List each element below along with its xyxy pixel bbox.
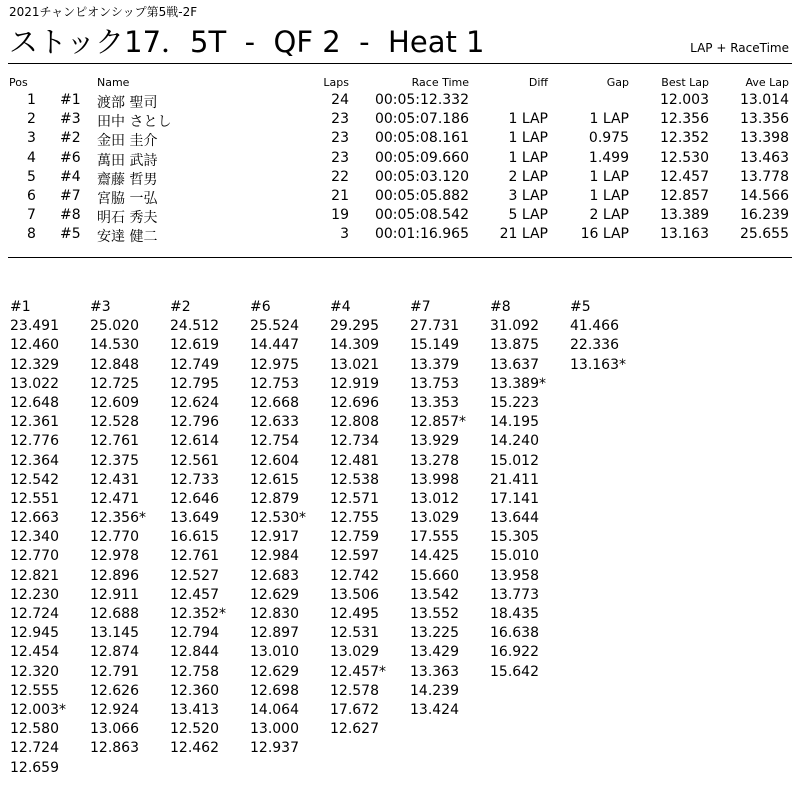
result-row [0, 226, 800, 244]
result-race-time: 00:05:08.161 [374, 130, 469, 147]
lap-time: 13.637 [490, 356, 539, 373]
lap-time: 23.491 [10, 318, 59, 335]
lap-time: 14.530 [90, 337, 139, 354]
lap-time: 12.555 [10, 682, 59, 699]
result-ave-lap: 16.239 [740, 207, 789, 224]
lap-time: 13.413 [170, 701, 219, 718]
lap-time: 13.389* [490, 375, 546, 392]
result-best-lap: 12.003 [660, 92, 709, 108]
lap-time: 12.648 [10, 394, 59, 411]
lap-time: 12.759 [330, 529, 379, 546]
lap-time: 27.731 [410, 318, 459, 335]
result-pos: 5 [27, 168, 36, 185]
lap-time: 12.542 [10, 471, 59, 488]
lap-time: 12.614 [170, 433, 219, 450]
lap-time: 14.447 [250, 337, 299, 354]
lap-time: 12.457 [170, 586, 219, 603]
result-name: 萬田 武詩 [97, 152, 158, 169]
lap-time: 12.975 [250, 356, 299, 373]
lap-time: 12.848 [90, 356, 139, 373]
lap-time: 14.309 [330, 337, 379, 354]
result-row [0, 130, 800, 148]
lap-time: 12.698 [250, 682, 299, 699]
result-car: #6 [60, 149, 81, 166]
col-header-name: Name [97, 76, 130, 89]
lap-time: 21.411 [490, 471, 539, 488]
result-gap: 16 LAP [580, 226, 629, 243]
lap-time: 12.911 [90, 586, 139, 603]
result-pos: 8 [27, 226, 36, 243]
lap-time: 12.919 [330, 375, 379, 392]
result-diff: 5 LAP [508, 207, 548, 224]
lap-time: 12.597 [330, 548, 379, 565]
lap-time: 12.431 [90, 471, 139, 488]
result-car: #5 [60, 226, 81, 243]
lap-time: 12.531 [330, 625, 379, 642]
lap-time: 14.240 [490, 433, 539, 450]
result-diff: 1 LAP [508, 111, 548, 128]
lap-time: 12.984 [250, 548, 299, 565]
lap-time: 13.163* [570, 356, 626, 373]
lap-time: 12.758 [170, 663, 219, 680]
lap-time: 12.863 [90, 740, 139, 757]
lap-time: 13.958 [490, 567, 539, 584]
lap-time: 12.230 [10, 586, 59, 603]
lap-time: 18.435 [490, 606, 539, 622]
result-gap: 1 LAP [589, 111, 629, 128]
result-car: #1 [60, 92, 81, 108]
lap-time: 12.753 [250, 375, 299, 392]
lap-time: 13.753 [410, 375, 459, 392]
lap-time: 12.754 [250, 433, 299, 450]
lap-time: 12.375 [90, 452, 139, 469]
lap-time: 12.627 [330, 721, 379, 738]
lap-time: 12.761 [90, 433, 139, 450]
lap-time: 12.646 [170, 490, 219, 507]
lap-time: 31.092 [490, 318, 539, 335]
lap-time: 13.649 [170, 510, 219, 527]
lap-time: 12.725 [90, 375, 139, 392]
lap-time: 12.791 [90, 663, 139, 680]
lap-time: 13.353 [410, 394, 459, 411]
lap-time: 12.619 [170, 337, 219, 354]
result-gap: 1 LAP [589, 188, 629, 204]
result-name: 宮脇 一弘 [97, 191, 158, 207]
lap-time: 12.794 [170, 625, 219, 642]
lap-time: 12.978 [90, 548, 139, 565]
lap-time: 12.003* [10, 701, 66, 718]
lap-time: 15.642 [490, 663, 539, 680]
result-best-lap: 12.352 [660, 130, 709, 147]
result-diff: 2 LAP [508, 168, 548, 185]
lap-time: 12.734 [330, 433, 379, 450]
lap-time: 17.141 [490, 490, 539, 507]
lap-time: 12.830 [250, 606, 299, 622]
lap-time: 12.896 [90, 567, 139, 584]
lap-time: 13.022 [10, 375, 59, 392]
lap-column [10, 298, 90, 778]
result-ave-lap: 14.566 [740, 188, 789, 204]
result-best-lap: 12.457 [660, 168, 709, 185]
lap-time: 12.454 [10, 644, 59, 661]
result-gap: 1 LAP [589, 168, 629, 185]
result-pos: 4 [27, 149, 36, 166]
result-race-time: 00:05:07.186 [374, 111, 469, 128]
result-row [0, 150, 800, 168]
lap-time: 13.000 [250, 721, 299, 738]
lap-time: 12.663 [10, 510, 59, 527]
result-gap: 2 LAP [589, 207, 629, 224]
lap-time: 24.512 [170, 318, 219, 335]
lap-time: 12.604 [250, 452, 299, 469]
lap-time: 12.580 [10, 721, 59, 738]
lap-time: 41.466 [570, 318, 619, 335]
col-header-diff: Diff [528, 76, 548, 89]
lap-column [250, 298, 330, 759]
col-header-race-time: Race Time [411, 76, 469, 89]
result-laps: 23 [331, 149, 349, 166]
lap-time: 12.924 [90, 701, 139, 718]
lap-time: 12.520 [170, 721, 219, 738]
result-pos: 2 [27, 111, 36, 128]
lap-time: 12.527 [170, 567, 219, 584]
lap-time: 12.471 [90, 490, 139, 507]
lap-time: 12.538 [330, 471, 379, 488]
lap-time: 12.795 [170, 375, 219, 392]
result-race-time: 00:05:03.120 [374, 168, 469, 185]
lap-time: 15.012 [490, 452, 539, 469]
result-best-lap: 12.356 [660, 111, 709, 128]
result-car: #8 [60, 207, 81, 224]
page-title: ストック17．5T - QF 2 - Heat 1 [9, 25, 485, 59]
section-divider [8, 257, 792, 258]
lap-time: 12.609 [90, 394, 139, 411]
result-race-time: 00:05:09.660 [374, 149, 469, 166]
lap-column [410, 298, 490, 720]
lap-time: 14.239 [410, 682, 459, 699]
result-name: 金田 圭介 [97, 133, 158, 150]
lap-time: 12.857* [410, 414, 466, 431]
result-best-lap: 13.389 [660, 207, 709, 224]
result-laps: 3 [340, 226, 349, 243]
lap-time: 17.672 [330, 701, 379, 718]
lap-time: 12.821 [10, 567, 59, 584]
lap-column-car: #2 [170, 299, 191, 315]
lap-column [330, 298, 410, 739]
lap-time: 15.010 [490, 548, 539, 565]
lap-column [90, 298, 170, 759]
lap-time: 13.029 [410, 510, 459, 527]
lap-time: 22.336 [570, 337, 619, 354]
result-race-time: 00:05:08.542 [374, 207, 469, 224]
lap-time: 12.356* [90, 510, 146, 527]
lap-time: 13.644 [490, 510, 539, 527]
lap-time: 13.363 [410, 663, 459, 680]
result-row [0, 169, 800, 187]
lap-time: 12.688 [90, 606, 139, 622]
result-race-time: 00:05:05.882 [374, 188, 469, 204]
lap-time: 12.776 [10, 433, 59, 450]
result-laps: 23 [331, 111, 349, 128]
result-row [0, 92, 800, 110]
result-race-time: 00:01:16.965 [374, 226, 469, 243]
lap-time: 12.460 [10, 337, 59, 354]
lap-time: 12.808 [330, 414, 379, 431]
lap-time: 12.755 [330, 510, 379, 527]
lap-time: 12.917 [250, 529, 299, 546]
lap-time: 12.624 [170, 394, 219, 411]
lap-time: 12.937 [250, 740, 299, 757]
result-best-lap: 12.530 [660, 149, 709, 166]
col-header-pos: Pos [9, 76, 28, 89]
result-name: 齋藤 哲男 [97, 171, 158, 188]
lap-time: 13.998 [410, 471, 459, 488]
lap-column [490, 298, 570, 682]
lap-time: 13.145 [90, 625, 139, 642]
result-diff: 21 LAP [499, 226, 548, 243]
result-pos: 6 [27, 188, 36, 204]
lap-time: 12.683 [250, 567, 299, 584]
lap-time: 12.615 [250, 471, 299, 488]
lap-column-car: #7 [410, 299, 431, 315]
result-row [0, 188, 800, 206]
lap-time: 12.329 [10, 356, 59, 373]
result-ave-lap: 13.778 [740, 168, 789, 185]
lap-time: 12.724 [10, 606, 59, 622]
result-ave-lap: 13.014 [740, 92, 789, 108]
lap-column [170, 298, 250, 759]
lap-time: 12.733 [170, 471, 219, 488]
lap-time: 12.897 [250, 625, 299, 642]
lap-time: 12.749 [170, 356, 219, 373]
lap-time: 12.528 [90, 414, 139, 431]
lap-time: 13.773 [490, 586, 539, 603]
lap-time: 13.875 [490, 337, 539, 354]
report-type-label: LAP + RaceTime [690, 41, 789, 55]
lap-column [570, 298, 650, 375]
lap-time: 12.457* [330, 663, 386, 680]
lap-time: 13.542 [410, 586, 459, 603]
lap-time: 12.629 [250, 663, 299, 680]
col-header-ave-lap: Ave Lap [745, 76, 789, 89]
lap-time: 15.149 [410, 337, 459, 354]
lap-time: 13.225 [410, 625, 459, 642]
lap-time: 16.615 [170, 529, 219, 546]
col-header-gap: Gap [606, 76, 629, 89]
lap-time: 13.029 [330, 644, 379, 661]
lap-time: 12.626 [90, 682, 139, 699]
result-name: 田中 さとし [97, 114, 172, 131]
lap-column-car: #6 [250, 299, 271, 315]
lap-time: 25.524 [250, 318, 299, 335]
result-row [0, 207, 800, 225]
result-laps: 24 [331, 92, 349, 108]
lap-time: 14.195 [490, 414, 539, 431]
lap-time: 12.742 [330, 567, 379, 584]
lap-time: 14.425 [410, 548, 459, 565]
result-name: 渡部 聖司 [97, 95, 158, 111]
lap-time: 12.724 [10, 740, 59, 757]
lap-time: 12.320 [10, 663, 59, 680]
lap-time: 12.340 [10, 529, 59, 546]
lap-time: 12.571 [330, 490, 379, 507]
lap-time: 12.770 [90, 529, 139, 546]
lap-time: 12.668 [250, 394, 299, 411]
lap-time: 12.770 [10, 548, 59, 565]
lap-time: 12.364 [10, 452, 59, 469]
lap-time: 29.295 [330, 318, 379, 335]
lap-column-car: #1 [10, 299, 31, 315]
lap-time: 25.020 [90, 318, 139, 335]
lap-time: 12.530* [250, 510, 306, 527]
lap-time: 12.633 [250, 414, 299, 431]
result-car: #2 [60, 130, 81, 147]
lap-time: 12.578 [330, 682, 379, 699]
lap-time: 13.010 [250, 644, 299, 661]
lap-time: 15.660 [410, 567, 459, 584]
lap-time: 12.551 [10, 490, 59, 507]
result-car: #4 [60, 168, 81, 185]
col-header-laps: Laps [323, 76, 349, 89]
result-laps: 22 [331, 168, 349, 185]
lap-column-car: #8 [490, 299, 511, 315]
lap-time: 16.922 [490, 644, 539, 661]
result-pos: 1 [27, 92, 36, 108]
result-laps: 19 [331, 207, 349, 224]
lap-time: 17.555 [410, 529, 459, 546]
result-best-lap: 13.163 [660, 226, 709, 243]
lap-time: 13.552 [410, 606, 459, 622]
result-ave-lap: 13.398 [740, 130, 789, 147]
lap-time: 15.305 [490, 529, 539, 546]
lap-time: 13.066 [90, 721, 139, 738]
lap-time: 16.638 [490, 625, 539, 642]
lap-time: 13.424 [410, 701, 459, 718]
result-pos: 7 [27, 207, 36, 224]
result-diff: 1 LAP [508, 149, 548, 166]
lap-time: 12.629 [250, 586, 299, 603]
lap-time: 15.223 [490, 394, 539, 411]
lap-time: 12.481 [330, 452, 379, 469]
result-gap: 0.975 [588, 130, 629, 147]
result-ave-lap: 13.463 [740, 149, 789, 166]
result-ave-lap: 13.356 [740, 111, 789, 128]
lap-time: 13.012 [410, 490, 459, 507]
lap-time: 13.379 [410, 356, 459, 373]
result-laps: 21 [331, 188, 349, 204]
header-divider [8, 63, 792, 64]
result-diff: 1 LAP [508, 130, 548, 147]
lap-time: 12.879 [250, 490, 299, 507]
lap-time: 12.361 [10, 414, 59, 431]
lap-time: 12.874 [90, 644, 139, 661]
lap-time: 12.696 [330, 394, 379, 411]
result-best-lap: 12.857 [660, 188, 709, 204]
lap-time: 12.561 [170, 452, 219, 469]
lap-column-car: #5 [570, 299, 591, 315]
lap-time: 12.659 [10, 759, 59, 776]
result-race-time: 00:05:12.332 [374, 92, 469, 108]
lap-time: 13.429 [410, 644, 459, 661]
lap-time: 14.064 [250, 701, 299, 718]
result-diff: 3 LAP [508, 188, 548, 204]
lap-time: 13.021 [330, 356, 379, 373]
result-ave-lap: 25.655 [740, 226, 789, 243]
lap-time: 12.462 [170, 740, 219, 757]
lap-time: 13.278 [410, 452, 459, 469]
lap-column-car: #3 [90, 299, 111, 315]
result-name: 明石 秀夫 [97, 210, 158, 227]
result-car: #3 [60, 111, 81, 128]
result-row [0, 111, 800, 129]
col-header-best-lap: Best Lap [661, 76, 709, 89]
lap-column-car: #4 [330, 299, 351, 315]
lap-time: 12.352* [170, 606, 226, 622]
lap-time: 13.506 [330, 586, 379, 603]
result-gap: 1.499 [588, 149, 629, 166]
lap-time: 12.360 [170, 682, 219, 699]
result-name: 安達 健二 [97, 229, 158, 246]
lap-time: 12.844 [170, 644, 219, 661]
supertitle: 2021チャンピオンシップ第5戦-2F [9, 5, 198, 19]
result-pos: 3 [27, 130, 36, 147]
lap-time: 12.945 [10, 625, 59, 642]
lap-time: 12.761 [170, 548, 219, 565]
lap-time: 12.796 [170, 414, 219, 431]
result-car: #7 [60, 188, 81, 204]
lap-time: 13.929 [410, 433, 459, 450]
lap-time: 12.495 [330, 606, 379, 622]
result-laps: 23 [331, 130, 349, 147]
